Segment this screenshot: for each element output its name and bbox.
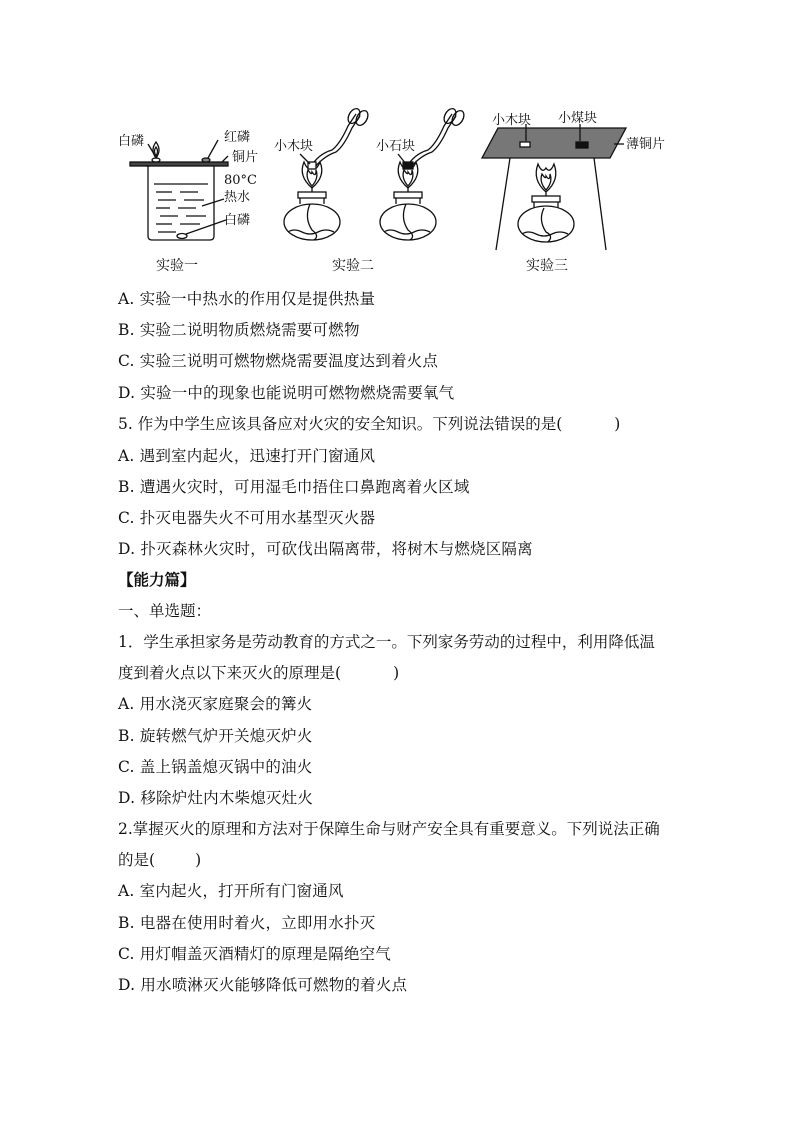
- q4-option-b: B. 实验二说明物质燃烧需要可燃物: [118, 321, 360, 339]
- q1-stem-text: 度到着火点以下来灭火的原理是(: [118, 664, 342, 682]
- caption-experiment-3: 实验三: [526, 258, 568, 274]
- q1-option-c: C. 盖上锅盖熄灭锅中的油火: [118, 758, 313, 776]
- label-small-stone: 小石块: [376, 139, 416, 154]
- q5-option-d: D. 扑灭森林火灾时，可砍伐出隔离带，将树木与燃烧区隔离: [118, 540, 533, 558]
- section-subtitle: 一、单选题：: [118, 602, 212, 620]
- caption-experiment-2: 实验二: [332, 258, 374, 274]
- q2-stem-line2: [118, 849, 201, 871]
- q5-option-b: B. 遭遇火灾时，可用湿毛巾捂住口鼻跑离着火区域: [118, 478, 470, 496]
- label-temperature: 80°C: [224, 173, 257, 188]
- q2-option-c: C. 用灯帽盖灭酒精灯的原理是隔绝空气: [118, 945, 391, 963]
- q5-option-c: C. 扑灭电器失火不可用水基型灭火器: [118, 509, 376, 527]
- label-white-phosphorus-top: 白磷: [118, 134, 145, 149]
- q4-option-c: C. 实验三说明可燃物燃烧需要温度达到着火点: [118, 352, 439, 370]
- q2-option-b: B. 电器在使用时着火，立即用水扑灭: [118, 914, 376, 932]
- label-copper-plate: 铜片: [232, 150, 259, 165]
- q2-option-a: A. 室内起火，打开所有门窗通风: [118, 882, 344, 900]
- experiment-1-diagram: [130, 140, 228, 240]
- experiment-figure: [118, 104, 688, 276]
- q2-stem-line1: 2.掌握灭火的原理和方法对于保障生命与财产安全具有重要意义。下列说法正确: [118, 820, 660, 838]
- experiment-diagram: [118, 104, 688, 276]
- label-white-phosphorus-bottom: 白磷: [224, 213, 251, 228]
- label-small-coal-block: 小煤块: [558, 111, 598, 126]
- q5-stem-text: 5. 作为中学生应该具备应对火灾的安全知识。下列说法错误的是(: [118, 415, 563, 433]
- q1-stem-line1: 1．学生承担家务是劳动教育的方式之一。下列家务劳动的过程中，利用降低温: [118, 633, 655, 651]
- q1-stem-close: ): [393, 664, 400, 682]
- experiment-3-diagram: [482, 124, 626, 250]
- q5-option-a: A. 遇到室内起火，迅速打开门窗通风: [118, 447, 376, 465]
- label-small-wood: 小木块: [274, 139, 314, 154]
- section-title: 【能力篇】: [118, 570, 196, 589]
- q2-stem-close: ): [195, 851, 202, 869]
- q5-stem-close: ): [614, 415, 621, 433]
- label-thin-copper-sheet: 薄铜片: [626, 137, 666, 152]
- q5-stem: [118, 413, 620, 435]
- q2-option-d: D. 用水喷淋灭火能够降低可燃物的着火点: [118, 976, 408, 994]
- q2-stem-text: 的是(: [118, 851, 156, 869]
- label-small-wood-block: 小木块: [492, 113, 532, 128]
- q1-option-d: D. 移除炉灶内木柴熄灭灶火: [118, 789, 314, 807]
- q4-option-d: D. 实验一中的现象也能说明可燃物燃烧需要氧气: [118, 384, 455, 402]
- label-red-phosphorus: 红磷: [224, 130, 251, 145]
- q1-stem-line2: [118, 662, 399, 684]
- q1-option-b: B. 旋转燃气炉开关熄灭炉火: [118, 727, 313, 745]
- label-hot-water: 热水: [224, 190, 251, 205]
- q1-option-a: A. 用水浇灭家庭聚会的篝火: [118, 695, 313, 713]
- q4-option-a: A. 实验一中热水的作用仅是提供热量: [118, 290, 376, 308]
- experiment-2-diagram: [284, 107, 466, 240]
- caption-experiment-1: 实验一: [156, 258, 198, 274]
